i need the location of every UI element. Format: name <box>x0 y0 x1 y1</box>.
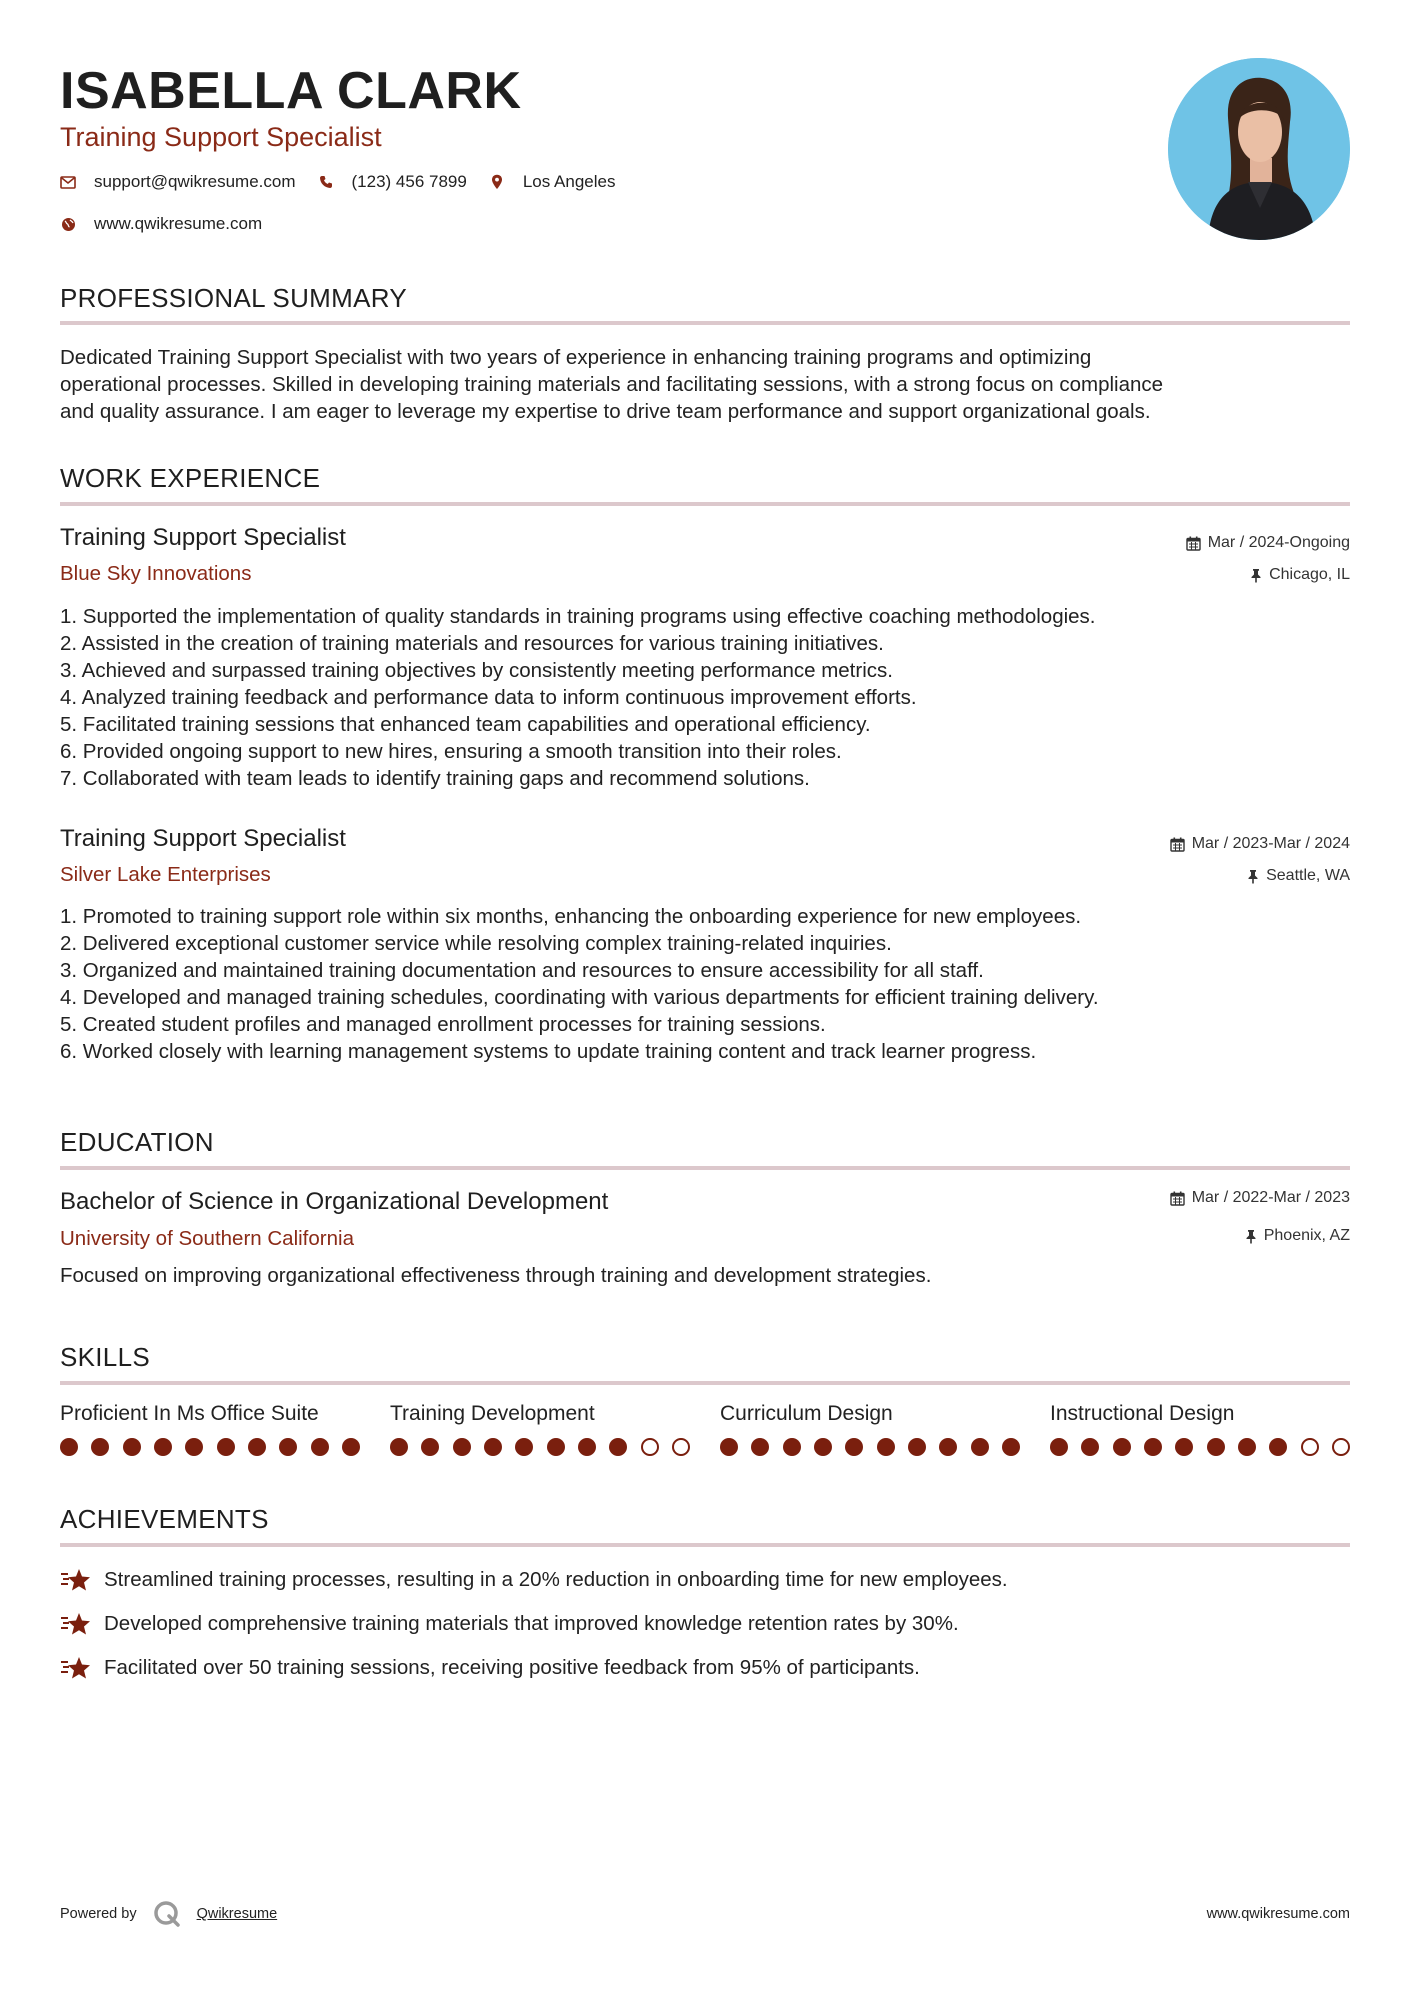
rating-dot-filled <box>908 1438 926 1456</box>
education-heading: EDUCATION <box>60 1127 214 1157</box>
rating-dot-filled <box>248 1438 266 1456</box>
rating-dot-empty <box>1301 1438 1319 1456</box>
rating-dot-filled <box>971 1438 989 1456</box>
experience-divider <box>60 502 1350 506</box>
rating-dot-filled <box>1144 1438 1162 1456</box>
rating-dot-filled <box>421 1438 439 1456</box>
skill-name: Instructional Design <box>1050 1402 1235 1425</box>
calendar-icon <box>1170 837 1185 852</box>
rating-dot-filled <box>91 1438 109 1456</box>
skills-list <box>60 1400 1350 1456</box>
rating-dot-filled <box>311 1438 329 1456</box>
phone-text: (123) 456 7899 <box>351 172 467 191</box>
list-item: 4. Analyzed training feedback and performance data to inform continuous improvement efforts. <box>60 686 917 709</box>
job-bullets <box>60 903 1350 1065</box>
rating-dot-filled <box>60 1438 78 1456</box>
list-item: 2. Assisted in the creation of training materials and resources for various training initiatives. <box>60 632 884 655</box>
rating-dot-filled <box>342 1438 360 1456</box>
list-item: 4. Developed and managed training schedules, coordinating with various departments for efficient training delivery. <box>60 986 1099 1009</box>
rating-dot-filled <box>1175 1438 1193 1456</box>
rating-dot-filled <box>1002 1438 1020 1456</box>
calendar-icon <box>1186 536 1201 551</box>
achievement-text: Streamlined training processes, resulting in a 20% reduction in onboarding time for new employees. <box>104 1568 1008 1591</box>
star-icon <box>60 1611 92 1637</box>
location-text: Los Angeles <box>522 172 616 191</box>
skills-heading: SKILLS <box>60 1342 150 1372</box>
globe-icon <box>60 216 76 232</box>
job-dates-text: Mar / 2023-Mar / 2024 <box>1191 835 1350 852</box>
star-icon <box>60 1567 92 1593</box>
rating-dot-filled <box>515 1438 533 1456</box>
pushpin-icon <box>1245 1229 1257 1244</box>
skill-name: Proficient In Ms Office Suite <box>60 1402 319 1425</box>
rating-dot-filled <box>751 1438 769 1456</box>
summary-line: Dedicated Training Support Specialist with two years of experience in enhancing training programs and optimizing <box>60 346 1092 369</box>
skill-item <box>720 1400 1020 1456</box>
achievement-item <box>60 1566 1008 1593</box>
summary-heading: PROFESSIONAL SUMMARY <box>60 283 407 313</box>
rating-dot-filled <box>578 1438 596 1456</box>
skill-name: Training Development <box>390 1402 595 1425</box>
job-bullets <box>60 603 1350 792</box>
achievement-text: Facilitated over 50 training sessions, receiving positive feedback from 95% of participants. <box>104 1656 920 1679</box>
skills-divider <box>60 1381 1350 1385</box>
footer-powered-by <box>60 1900 277 1928</box>
list-item: 1. Supported the implementation of quality standards in training programs using effective coaching methodologies. <box>60 605 1096 628</box>
job-title: Training Support Specialist <box>60 524 346 551</box>
rating-dot-filled <box>484 1438 502 1456</box>
pushpin-icon <box>1247 869 1259 884</box>
brand-link[interactable]: Qwikresume <box>196 1906 278 1922</box>
summary-line: and quality assurance. I am eager to leverage my expertise to drive team performance and support organizational goals. <box>60 400 1151 423</box>
list-item: 3. Achieved and surpassed training objectives by consistently meeting performance metrics. <box>60 659 893 682</box>
list-item: 1. Promoted to training support role within six months, enhancing the onboarding experience for new employees. <box>60 905 1082 928</box>
job-location-text: Chicago, IL <box>1269 566 1350 583</box>
experience-heading: WORK EXPERIENCE <box>60 463 321 493</box>
calendar-icon <box>1170 1191 1185 1206</box>
skill-rating <box>720 1438 1020 1456</box>
job-dates-text: Mar / 2024-Ongoing <box>1207 534 1350 551</box>
rating-dot-filled <box>279 1438 297 1456</box>
skill-name: Curriculum Design <box>720 1402 893 1425</box>
rating-dot-filled <box>845 1438 863 1456</box>
skill-rating <box>390 1438 690 1456</box>
skill-item <box>1050 1400 1350 1456</box>
skill-rating <box>1050 1438 1350 1456</box>
rating-dot-filled <box>783 1438 801 1456</box>
skill-rating <box>60 1438 360 1456</box>
rating-dot-filled <box>1081 1438 1099 1456</box>
contact-email[interactable] <box>60 172 296 192</box>
website-text: www.qwikresume.com <box>94 214 263 233</box>
list-item: 2. Delivered exceptional customer service while resolving complex training-related inquiries. <box>60 932 892 955</box>
company-name: Silver Lake Enterprises <box>60 863 271 886</box>
school-name: University of Southern California <box>60 1227 354 1250</box>
rating-dot-filled <box>814 1438 832 1456</box>
rating-dot-filled <box>185 1438 203 1456</box>
rating-dot-filled <box>609 1438 627 1456</box>
contact-location <box>489 172 616 192</box>
rating-dot-filled <box>390 1438 408 1456</box>
job-location <box>1247 866 1350 886</box>
list-item: 5. Facilitated training sessions that enhanced team capabilities and operational efficiency. <box>60 713 871 736</box>
map-pin-icon <box>489 174 505 190</box>
job-dates <box>1186 533 1350 553</box>
candidate-role: Training Support Specialist <box>60 122 382 152</box>
skill-item <box>390 1400 690 1456</box>
summary-text <box>60 344 1350 425</box>
education-location-text: Phoenix, AZ <box>1263 1227 1350 1244</box>
rating-dot-filled <box>453 1438 471 1456</box>
candidate-name: ISABELLA CLARK <box>60 62 522 120</box>
rating-dot-filled <box>123 1438 141 1456</box>
rating-dot-filled <box>1207 1438 1225 1456</box>
star-icon <box>60 1655 92 1681</box>
phone-icon <box>318 174 334 190</box>
list-item: 5. Created student profiles and managed enrollment processes for training sessions. <box>60 1013 826 1036</box>
contact-phone[interactable] <box>318 172 467 192</box>
rating-dot-filled <box>1113 1438 1131 1456</box>
envelope-icon <box>60 174 76 190</box>
rating-dot-filled <box>217 1438 235 1456</box>
qwikresume-logo-icon <box>153 1900 181 1928</box>
education-dates <box>1170 1188 1350 1208</box>
rating-dot-filled <box>939 1438 957 1456</box>
list-item: 7. Collaborated with team leads to identify training gaps and recommend solutions. <box>60 767 810 790</box>
rating-dot-filled <box>154 1438 172 1456</box>
resume-page <box>60 0 1350 1990</box>
contact-row-primary <box>60 172 637 192</box>
list-item: 6. Worked closely with learning management systems to update training content and track learner progress. <box>60 1040 1037 1063</box>
rating-dot-filled <box>720 1438 738 1456</box>
rating-dot-filled <box>1269 1438 1287 1456</box>
achievement-text: Developed comprehensive training materials that improved knowledge retention rates by 30%. <box>104 1612 959 1635</box>
job-location-text: Seattle, WA <box>1266 867 1350 884</box>
education-divider <box>60 1166 1350 1170</box>
rating-dot-filled <box>877 1438 895 1456</box>
summary-line: operational processes. Skilled in developing training materials and facilitating sessions, with a strong focus on compliance <box>60 373 1164 396</box>
summary-divider <box>60 321 1350 325</box>
email-text: support@qwikresume.com <box>94 172 296 191</box>
rating-dot-empty <box>672 1438 690 1456</box>
education-description: Focused on improving organizational effectiveness through training and development strategies. <box>60 1264 932 1287</box>
achievements-heading: ACHIEVEMENTS <box>60 1504 269 1534</box>
rating-dot-empty <box>1332 1438 1350 1456</box>
education-dates-text: Mar / 2022-Mar / 2023 <box>1191 1189 1350 1206</box>
job-dates <box>1170 834 1350 854</box>
pushpin-icon <box>1250 568 1262 583</box>
job-location <box>1250 565 1350 585</box>
achievement-item <box>60 1610 959 1637</box>
list-item: 3. Organized and maintained training documentation and resources to ensure accessibility for all staff. <box>60 959 984 982</box>
footer-website[interactable]: www.qwikresume.com <box>1206 1906 1350 1922</box>
achievement-item <box>60 1654 920 1681</box>
education-location <box>1245 1226 1350 1246</box>
degree-title: Bachelor of Science in Organizational Development <box>60 1188 609 1215</box>
contact-website[interactable] <box>60 214 262 234</box>
profile-photo <box>1168 58 1350 240</box>
avatar <box>1168 58 1350 240</box>
skill-item <box>60 1400 360 1456</box>
achievements-divider <box>60 1543 1350 1547</box>
rating-dot-filled <box>1238 1438 1256 1456</box>
contact-row-secondary <box>60 214 284 234</box>
job-title: Training Support Specialist <box>60 825 346 852</box>
rating-dot-empty <box>641 1438 659 1456</box>
list-item: 6. Provided ongoing support to new hires, ensuring a smooth transition into their roles. <box>60 740 842 763</box>
company-name: Blue Sky Innovations <box>60 562 252 585</box>
powered-by-label: Powered by <box>60 1906 137 1922</box>
rating-dot-filled <box>1050 1438 1068 1456</box>
rating-dot-filled <box>547 1438 565 1456</box>
